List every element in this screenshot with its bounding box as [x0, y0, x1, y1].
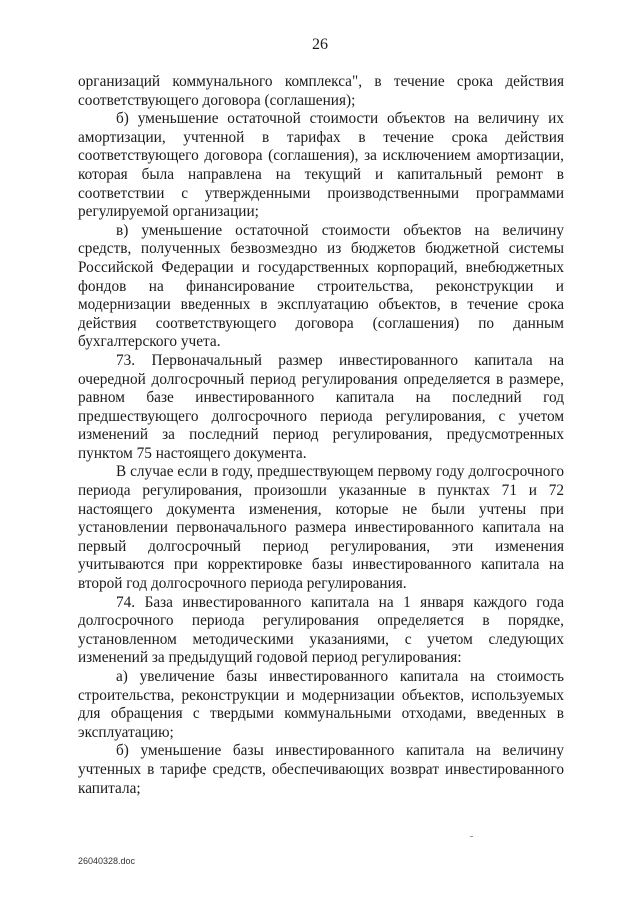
paragraph: б) уменьшение базы инвестированного капитала на величину учтенных в тарифе средств, обеспечивающих возврат инвестированного капитала; — [78, 742, 564, 797]
paragraph: а) увеличение базы инвестированного капитала на стоимость строительства, реконструкции и модернизации объектов, используемых для обращения с твердыми коммунальными отходами, введенных в эксплуатацию; — [78, 668, 564, 741]
page-number: 26 — [312, 36, 328, 53]
paragraph: б) уменьшение остаточной стоимости объектов на величину их амортизации, учтенной в тарифах в течение срока действия соответствующего договора (соглашения), за исключением амортизации, которая была направлена на текущий и капитальный ремонт в соответствии с утвержденными производственными программами регулируемой организации; — [78, 110, 564, 221]
paragraph: организаций коммунального комплекса", в течение срока действия соответствующего договора (соглашения); — [78, 73, 564, 109]
paragraph: в) уменьшение остаточной стоимости объектов на величину средств, полученных безвозмездно из бюджетов бюджетной системы Российской Федерации и государственных корпораций, внебюджетных фондов на финансирование строительства, реконструкции и модернизации введенных в эксплуатацию объектов, в течение срока действия соответствующего договора (соглашения) по данным бухгалтерского учета. — [78, 221, 564, 351]
paragraph: 74. База инвестированного капитала на 1 января каждого года долгосрочного периода регулирования определяется в порядке, установленном методическими указаниями, с учетом следующих изменений за предыдущий годовой период регулирования: — [78, 593, 564, 667]
paragraph: 73. Первоначальный размер инвестированного капитала на очередной долгосрочный период регулирования определяется в размере, равном базе инвестированного капитала на последний год предшествующего долгосрочного периода регулирования, с учетом изменений за последний период регулирования, предусмотренных пунктом 75 настоящего документа. — [78, 351, 564, 462]
document-body — [78, 73, 564, 798]
scan-speck — [470, 836, 473, 837]
paragraph: В случае если в году, предшествующем первому году долгосрочного периода регулирования, произошли указанные в пунктах 71 и 72 настоящего документа изменения, которые не были учтены при установлении первоначального размера инвестированного капитала на первый долгосрочный период регулирования, эти изменения учитываются при корректировке базы инвестированного капитала на второй год долгосрочного периода регулирования. — [78, 463, 564, 593]
footer-file-code: 26040328.doc — [78, 856, 136, 866]
